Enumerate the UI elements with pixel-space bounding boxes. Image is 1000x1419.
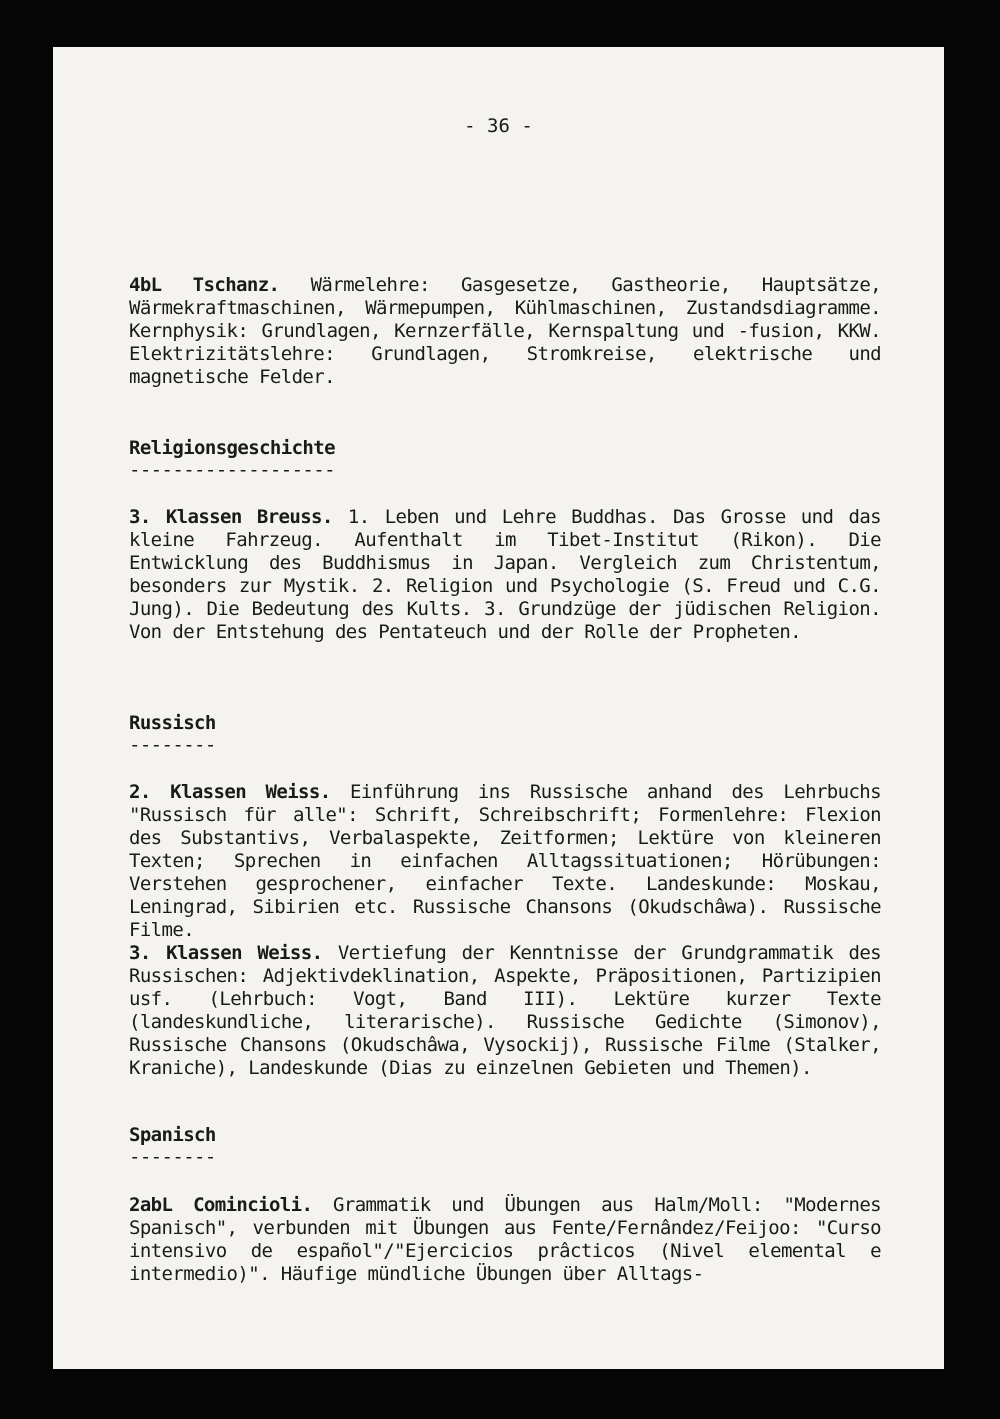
- spanish-text: Grammatik und Übungen aus Halm/Moll: "Modernes Spanisch", verbunden mit Übungen aus Fente/Fernândez/Feijoo: "Curso intensivo de español"/"Ejercicios prâcticos (Nivel elemental e intermedio)". Häufige mündliche Übungen über Alltags-: [129, 1194, 881, 1285]
- page-number: - 36 -: [464, 115, 533, 137]
- religion-underline: -------------------: [129, 459, 335, 481]
- physics-lead: 4bL Tschanz.: [129, 274, 280, 296]
- physics-text: Wärmelehre: Gasgesetze, Gastheorie, Hauptsätze, Wärmekraftmaschinen, Wärmepumpen, Kühlmaschinen, Zustandsdiagramme. Kernphysik: Grundlagen, Kernzerfälle, Kernspaltung und -fusion, KKW. Elektrizitätslehre: Grundlagen, Stromkreise, elektrische und magnetische Felder.: [129, 274, 881, 388]
- religion-paragraph: [129, 506, 881, 644]
- spanish-heading: Spanisch: [129, 1124, 216, 1146]
- religion-lead: 3. Klassen Breuss.: [129, 506, 333, 528]
- russian-text-1: Einführung ins Russische anhand des Lehrbuchs "Russisch für alle": Schrift, Schreibschrift; Formenlehre: Flexion des Substantivs, Verbalaspekte, Zeitformen; Lektüre von kleineren Texten; Sprechen in einfachen Alltagssituationen; Hörübungen: Verstehen gesprochener, einfacher Texte. Landeskunde: Moskau, Leningrad, Sibirien etc. Russische Chansons (Okudschâwa). Russische Filme.: [129, 781, 881, 941]
- religion-heading: Religionsgeschichte: [129, 437, 335, 459]
- spanish-paragraph: [129, 1194, 881, 1286]
- russian-heading: Russisch: [129, 712, 216, 734]
- russian-paragraph-1: [129, 781, 881, 942]
- russian-lead-2: 3. Klassen Weiss.: [129, 942, 323, 964]
- religion-text: 1. Leben und Lehre Buddhas. Das Grosse und das kleine Fahrzeug. Aufenthalt im Tibet-Institut (Rikon). Die Entwicklung des Buddhismus in Japan. Vergleich zum Christentum, besonders zur Mystik. 2. Religion und Psychologie (S. Freud und C.G. Jung). Die Bedeutung des Kults. 3. Grundzüge der jüdischen Religion. Von der Entstehung des Pentateuch und der Rolle der Propheten.: [129, 506, 881, 643]
- russian-paragraph-2: [129, 942, 881, 1080]
- russian-underline: --------: [129, 734, 216, 756]
- russian-text-2: Vertiefung der Kenntnisse der Grundgrammatik des Russischen: Adjektivdeklination, Aspekte, Präpositionen, Partizipien usf. (Lehrbuch: Vogt, Band III). Lektüre kurzer Texte (landeskundliche, literarische). Russische Gedichte (Simonov), Russische Chansons (Okudschâwa, Vysockij), Russische Filme (Stalker, Kraniche), Landeskunde (Dias zu einzelnen Gebieten und Themen).: [129, 942, 881, 1079]
- document-page: [53, 47, 944, 1369]
- russian-lead-1: 2. Klassen Weiss.: [129, 781, 331, 803]
- physics-paragraph: [129, 274, 881, 389]
- spanish-underline: --------: [129, 1146, 216, 1168]
- spanish-lead: 2abL Comincioli.: [129, 1194, 313, 1216]
